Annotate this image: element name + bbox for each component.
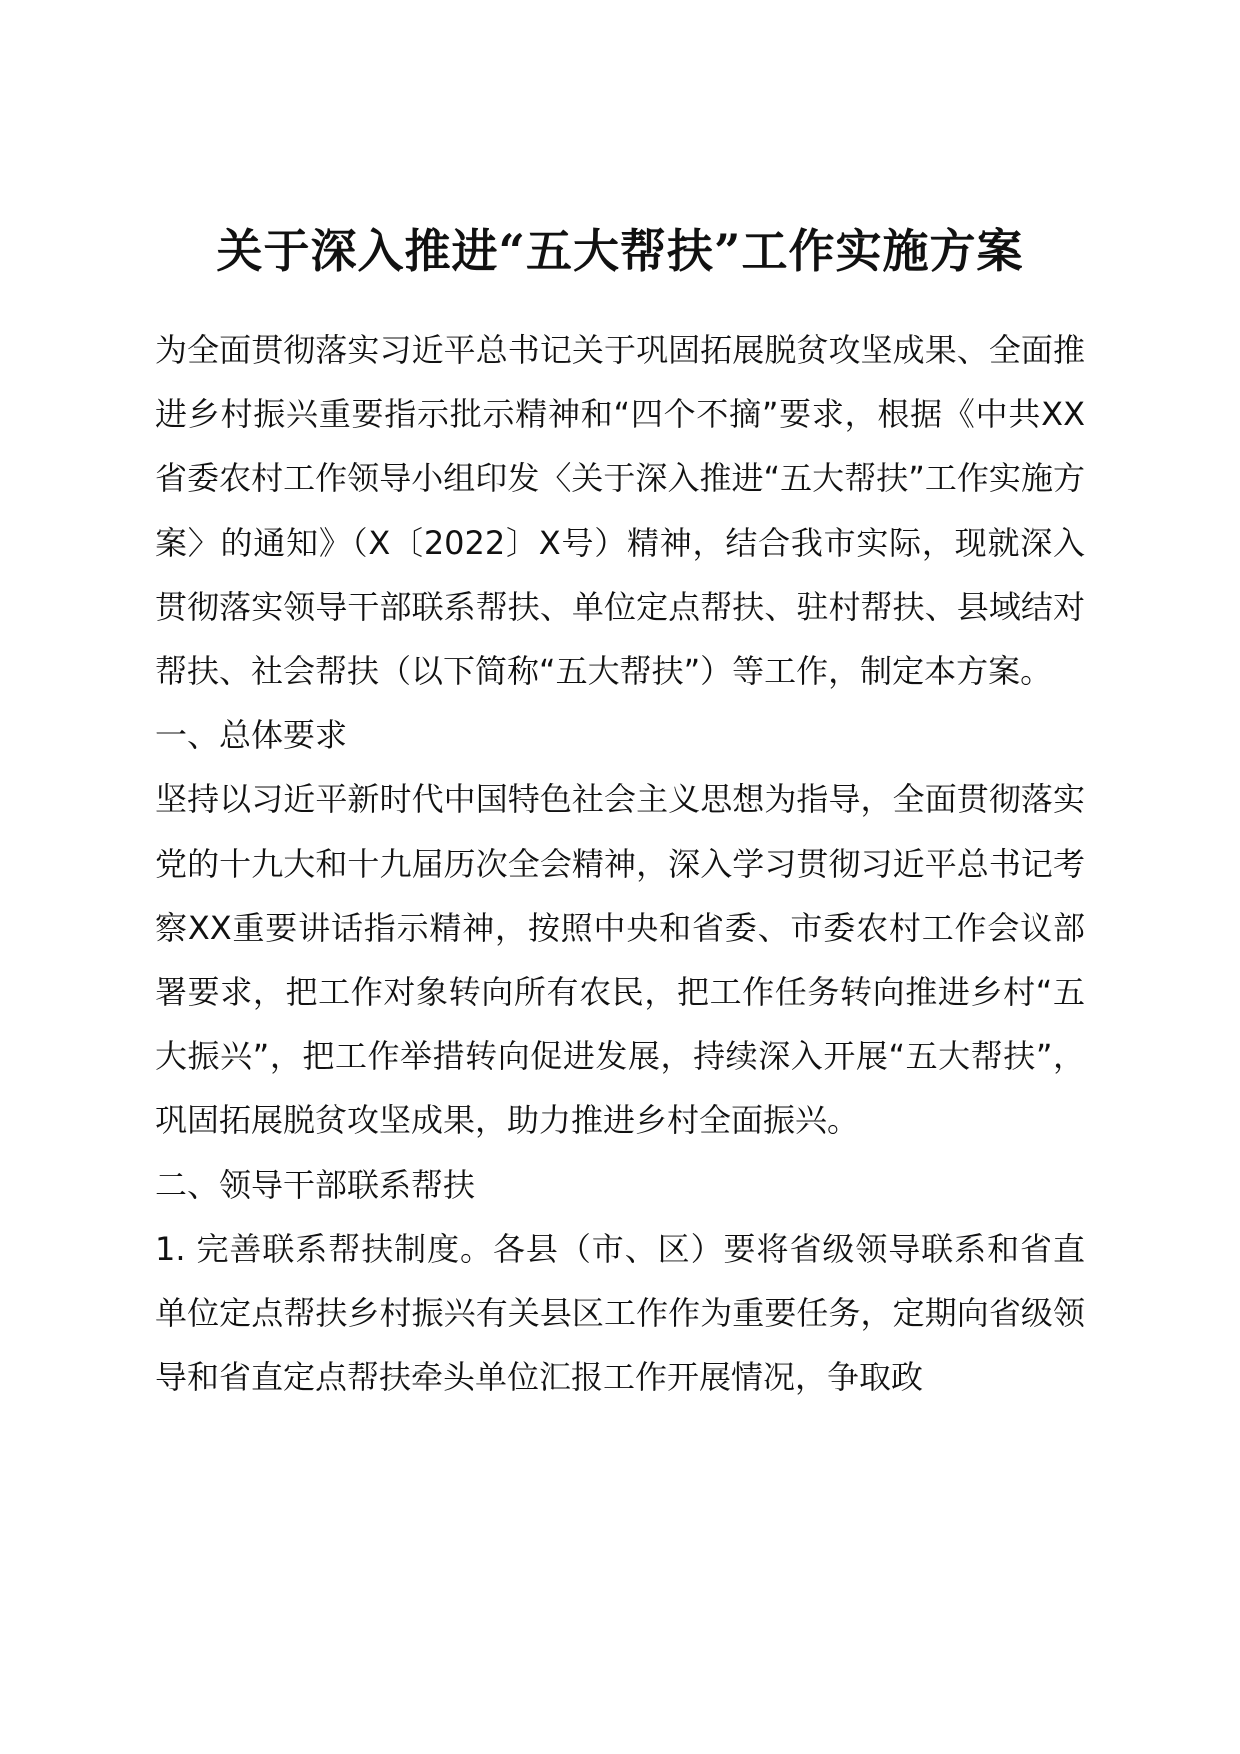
section-2-heading: 二、领导干部联系帮扶 xyxy=(155,1165,476,1204)
item-number: 1. xyxy=(155,1229,186,1268)
document-title: 关于深入推进“五大帮扶”工作实施方案 xyxy=(216,224,1024,278)
document-body xyxy=(155,318,1085,1409)
section-1-paragraph: 坚持以习近平新时代中国特色社会主义思想为指导，全面贯彻落实党的十九大和十九届历次全会精神，深入学习贯彻习近平总书记考察XX重要讲话指示精神，按照中央和省委、市委农村工作会议部署要求，把工作对象转向所有农民，把工作任务转向推进乡村“五大振兴”，把工作举措转向促进发展，持续深入开展“五大帮扶”，巩固拓展脱贫攻坚成果，助力推进乡村全面振兴。 xyxy=(155,780,1085,1140)
section-2-item-1 xyxy=(155,1217,1085,1410)
item-text: 完善联系帮扶制度。各县（市、区）要将省级领导联系和省直单位定点帮扶乡村振兴有关县区工作作为重要任务，定期向省级领导和省直定点帮扶牵头单位汇报工作开展情况，争取政 xyxy=(155,1229,1085,1397)
intro-paragraph: 为全面贯彻落实习近平总书记关于巩固拓展脱贫攻坚成果、全面推进乡村振兴重要指示批示精神和“四个不摘”要求，根据《中共XX省委农村工作领导小组印发〈关于深入推进“五大帮扶”工作实施方案〉的通知》（X〔2022〕X号）精神，结合我市实际，现就深入贯彻落实领导干部联系帮扶、单位定点帮扶、驻村帮扶、县域结对帮扶、社会帮扶（以下简称“五大帮扶”）等工作，制定本方案。 xyxy=(155,331,1085,691)
section-1-heading: 一、总体要求 xyxy=(155,716,348,755)
